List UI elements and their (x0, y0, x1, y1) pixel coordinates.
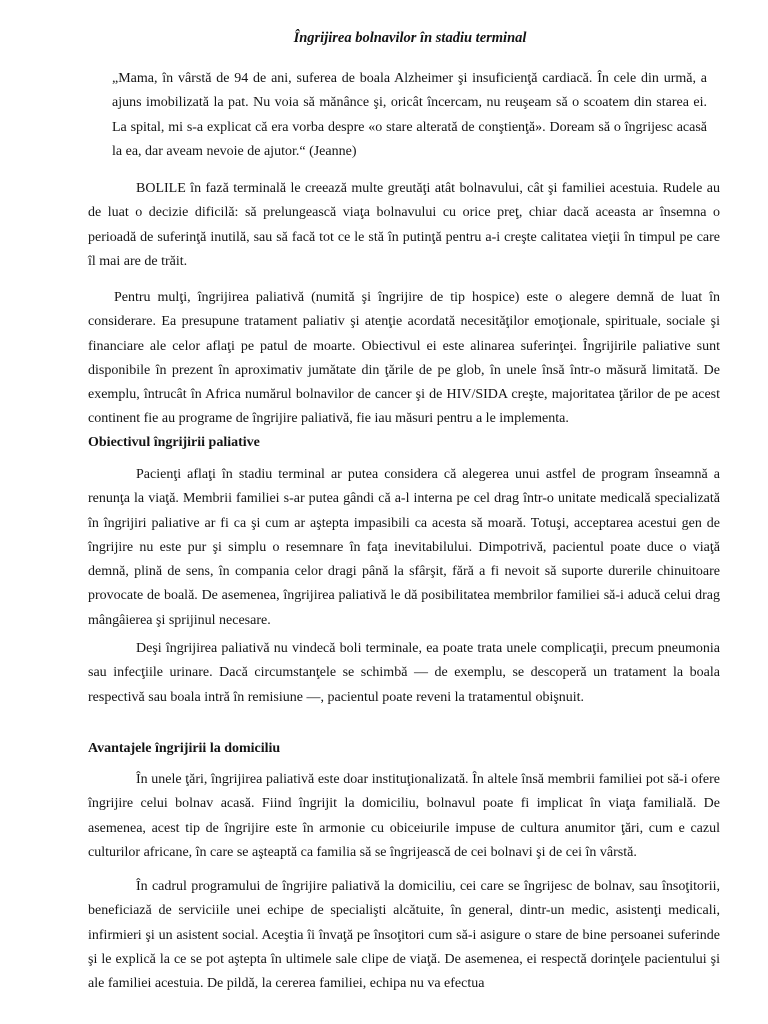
paragraph-intro: BOLILE în fază terminală le creează multe greutăţi atât bolnavului, cât şi familiei acestuia. Rudele au de luat o decizie dificilă: să prelungească viaţa bolnavului cu orice preţ, chiar dacă aceasta ar însemna o perioadă de suferinţă inutilă, sau să facă tot ce le stă în putinţă pentru a-i creşte calitatea vieţii în timpul pe care îl mai are de trăit. (88, 181, 720, 269)
section-heading-objective: Obiectivul îngrijirii paliative (88, 435, 260, 450)
paragraph-complications: Deşi îngrijirea paliativă nu vindecă boli terminale, ea poate trata unele complicaţii, precum pneumonia sau infecţiile urinare. Dacă circumstanţele se schimbă — de exemplu, se descoperă un tratament la boala respectivă sau boala intră în remisiune —, pacientul poate reveni la tratamentul obişnuit. (88, 641, 720, 705)
paragraph-palliative-care: Pentru mulţi, îngrijirea paliativă (numită şi îngrijire de tip hospice) este o alegere demnă de luat în considerare. Ea presupune tratament paliativ şi atenţie acordată necesităţilor emoţionale, spirituale, sociale şi financiare ale celor aflaţi pe patul de moarte. Obiectivul ei este alinarea suferinţei. Îngrijirile paliative sunt disponibile în prezent în aproximativ jumătate din ţările de pe glob, în unele însă într-o măsură limitată. De exemplu, întrucât în Africa numărul bolnavilor de cancer şi de HIV/SIDA creşte, majoritatea ţărilor de pe acest continent fie au programe de îngrijire paliativă, fie iau măsuri pentru a le implementa. (88, 290, 720, 427)
paragraph-home-program: În cadrul programului de îngrijire paliativă la domiciliu, cei care se îngrijesc de bolnav, sau însoţitorii, beneficiază de serviciile unei echipe de specialişti alcătuite, în general, dintr-un medic, asistenţi medicali, infirmieri şi un asistent social. Aceştia îi învaţă pe însoţitori cum să-i asigure o stare de bine persoanei suferinde şi le explică la ce se pot aştepta în ultimele sale clipe de viaţă. De asemenea, ei respectă dorinţele pacientului şi ale familiei acestuia. De pildă, la cererea familiei, echipa nu va efectua (88, 879, 720, 992)
paragraph-objective: Pacienţi aflaţi în stadiu terminal ar putea considera că alegerea unui astfel de program înseamnă a renunţa la viaţă. Membrii familiei s-ar putea gândi că a-l interna pe cel drag într-o unitate medicală specializată în îngrijiri paliative ar fi ca şi cum ar aştepta impasibili ca acesta să moară. Totuşi, acceptarea acestui gen de îngrijire nu este pur şi simplu o resemnare în faţa inevitabilului. Dimpotrivă, pacientul poate duce o viaţă demnă, plină de sens, în compania celor dragi până la sfârşit, fără a fi nevoit să suporte durerile chinuitoare provocate de boală. De asemenea, îngrijirea paliativă le dă posibilitatea membrilor familiei să-i aducă celui drag mângâierea şi sprijinul necesare. (88, 467, 720, 628)
section-heading-home-care: Avantajele îngrijirii la domiciliu (88, 741, 281, 756)
opening-quote: „Mama, în vârstă de 94 de ani, suferea de boala Alzheimer şi insuficienţă cardiacă. În cele din urmă, a ajuns imobilizată la pat. Nu voia să mănânce şi, oricât încercam, nu reuşeam să o scoatem din starea ei. La spital, mi s-a explicat că era vorba despre «o stare alterată de conştienţă». Doream să o îngrijesc acasă la ea, dar aveam nevoie de ajutor.“ (Jeanne) (112, 71, 707, 159)
document-title: Îngrijirea bolnavilor în stadiu terminal (293, 30, 527, 46)
paragraph-home-care: În unele ţări, îngrijirea paliativă este doar instituţionalizată. În altele însă membrii familiei pot să-i ofere îngrijire celui bolnav acasă. Fiind îngrijit la domiciliu, bolnavul poate fi implicat în viaţa familială. De asemenea, acest tip de îngrijire este în armonie cu obiceiurile impuse de cultura anumitor ţări, cum e cazul culturilor africane, în care se aşteaptă ca familia să se îngrijească de cei bolnavi şi de cei în vârstă. (88, 772, 720, 860)
